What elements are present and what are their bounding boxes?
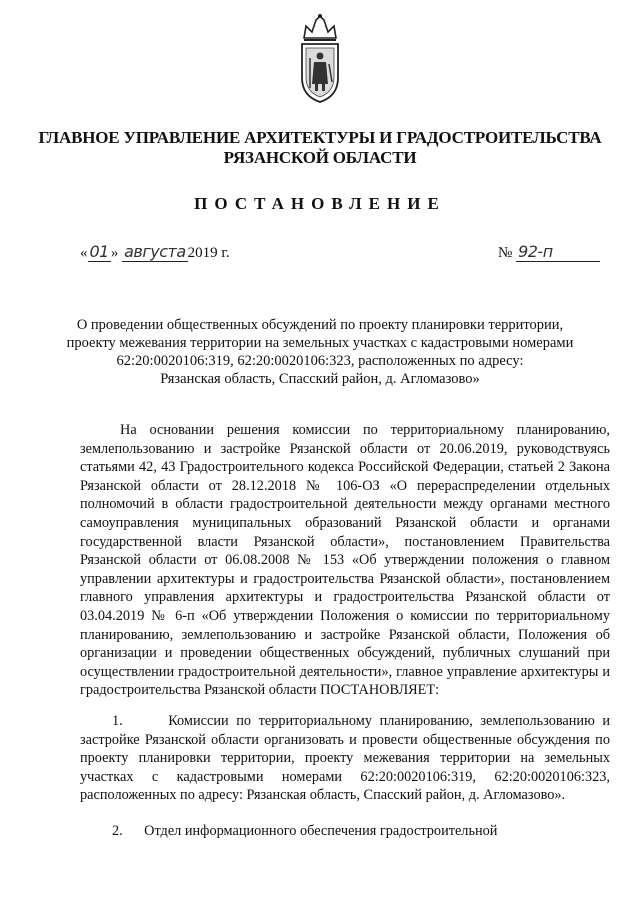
date-open-quote: « [80,245,88,261]
subject-line: О проведении общественных обсуждений по проекту планировки территории, [76,317,564,333]
organization-name-line2: РЯЗАНСКОЙ ОБЛАСТИ [223,148,417,167]
date-month: августа [124,242,186,261]
resolution-item-2: 2. Отдел информационного обеспечения градостроительной [112,823,498,839]
preamble-paragraph: На основании решения комиссии по территориальному планированию, землепользованию и застройке Рязанской области от 20.06.2019, руководствуясь статьями 42, 43 Градостроительного кодекса Российской Федерации, статьей 2 Закона Рязанской области от 28.12.2018 № 106-ОЗ «О перераспределении отдельных полномочий в области градостроительной деятельности между органами местного самоуправления муниципальных образований Рязанской области и органами государственной власти Рязанской области», постановлением Правительства Рязанской области от 06.08.2008 № 153 «Об утверждении положения о главном управлении архитектуры и градостроительства Рязанской области», постановлением главного управления архитектуры и градостроительства Рязанской области от 03.04.2019 № 6-п «Об утверждении Положения о комиссии по территориальному планированию, землепользованию и застройке Рязанской области, Положения об организации и проведении общественных обсуждений, публичных слушаний при осуществлении градостроительной деятельности», главное управление архитектуры и градостроительства Рязанской области ПОСТАНОВЛЯЕТ: [80,422,610,699]
date-close-quote: » [110,245,119,261]
date-year: 2019 г. [187,245,230,261]
subject-line: Рязанская область, Спасский район, д. Агломазово» [160,371,480,387]
document-subject [60,316,580,388]
document-type-title: ПОСТАНОВЛЕНИЕ [194,194,446,213]
document-date [80,242,230,262]
organization-name-line1: ГЛАВНОЕ УПРАВЛЕНИЕ АРХИТЕКТУРЫ И ГРАДОСТРОИТЕЛЬСТВА [38,128,602,147]
number-value: 92-п [516,242,600,262]
resolution-item-1: 1. Комиссии по территориальному планированию, землепользованию и застройке Рязанской области организовать и провести общественные обсуждения по проекту планировки территории, проекту межевания территории на земельных участках с кадастровыми номерами 62:20:0020106:319, 62:20:0020106:323, расположенных по адресу: Рязанская область, Спасский район, д. Агломазово». [80,713,610,804]
document-number [498,242,600,262]
coat-of-arms-emblem [296,12,344,106]
subject-line: проекту межевания территории на земельных участках с кадастровыми номерами [66,335,574,351]
number-label: № [498,245,513,261]
date-day: 01 [89,242,109,261]
subject-line: 62:20:0020106:319, 62:20:0020106:323, расположенных по адресу: [116,353,524,369]
